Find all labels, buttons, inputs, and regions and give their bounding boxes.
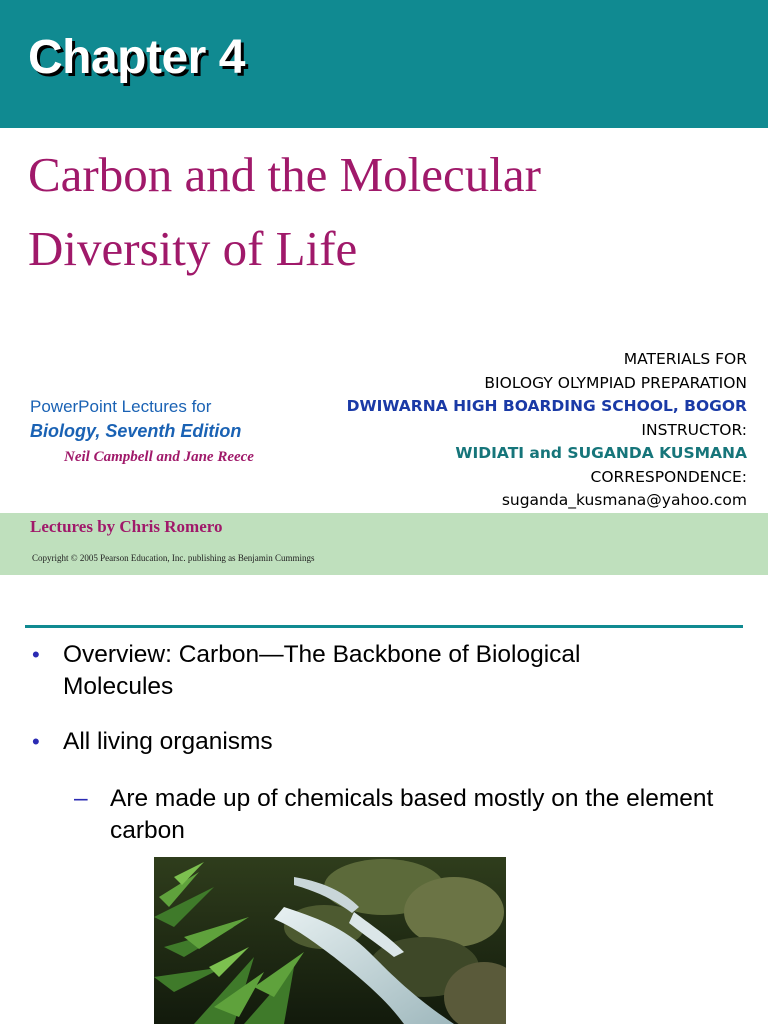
slide-title-line-1: Carbon and the Molecular	[28, 147, 541, 202]
school-name: DWIWARNA HIGH BOARDING SCHOOL, BOGOR	[346, 397, 747, 415]
instructor-names: WIDIATI and SUGANDA KUSMANA	[455, 444, 747, 462]
forest-stream-illustration	[154, 857, 506, 1024]
materials-line: MATERIALS FOR	[623, 350, 747, 368]
chapter-title: Chapter 4	[28, 31, 245, 84]
book-title: Biology, Seventh Edition	[30, 421, 242, 441]
bullet-text: All living organisms	[63, 728, 273, 755]
forest-stream-photo	[154, 857, 506, 1024]
chapter-header-bar	[0, 0, 768, 128]
materials-line: BIOLOGY OLYMPIAD PREPARATION	[484, 373, 747, 392]
bullet-icon: •	[32, 729, 40, 754]
lectures-for-text: PowerPoint Lectures for	[30, 397, 212, 416]
sub-bullet-item	[74, 783, 714, 847]
divider-line	[25, 625, 743, 628]
book-authors: Neil Campbell and Jane Reece	[64, 449, 254, 465]
slide-title-line-2: Diversity of Life	[28, 221, 358, 276]
bullet-icon: •	[32, 642, 40, 667]
materials-line: CORRESPONDENCE:	[590, 467, 747, 486]
materials-block	[347, 348, 747, 513]
dash-icon: –	[74, 785, 88, 812]
sub-bullet-text: Are made up of chemicals based mostly on the element carbon	[110, 785, 714, 844]
lectures-by-text: Lectures by Chris Romero	[30, 517, 223, 536]
materials-line: INSTRUCTOR:	[641, 420, 747, 439]
copyright-text: Copyright © 2005 Pearson Education, Inc. publishing as Benjamin Cummings	[32, 553, 315, 563]
bullet-item	[32, 726, 692, 758]
slide-title	[28, 138, 748, 286]
bullet-item	[32, 639, 692, 703]
correspondence-email: suganda_kusmana@yahoo.com	[501, 491, 747, 509]
content-slide	[0, 588, 768, 1024]
bullet-text: Overview: Carbon—The Backbone of Biological Molecules	[63, 641, 581, 700]
